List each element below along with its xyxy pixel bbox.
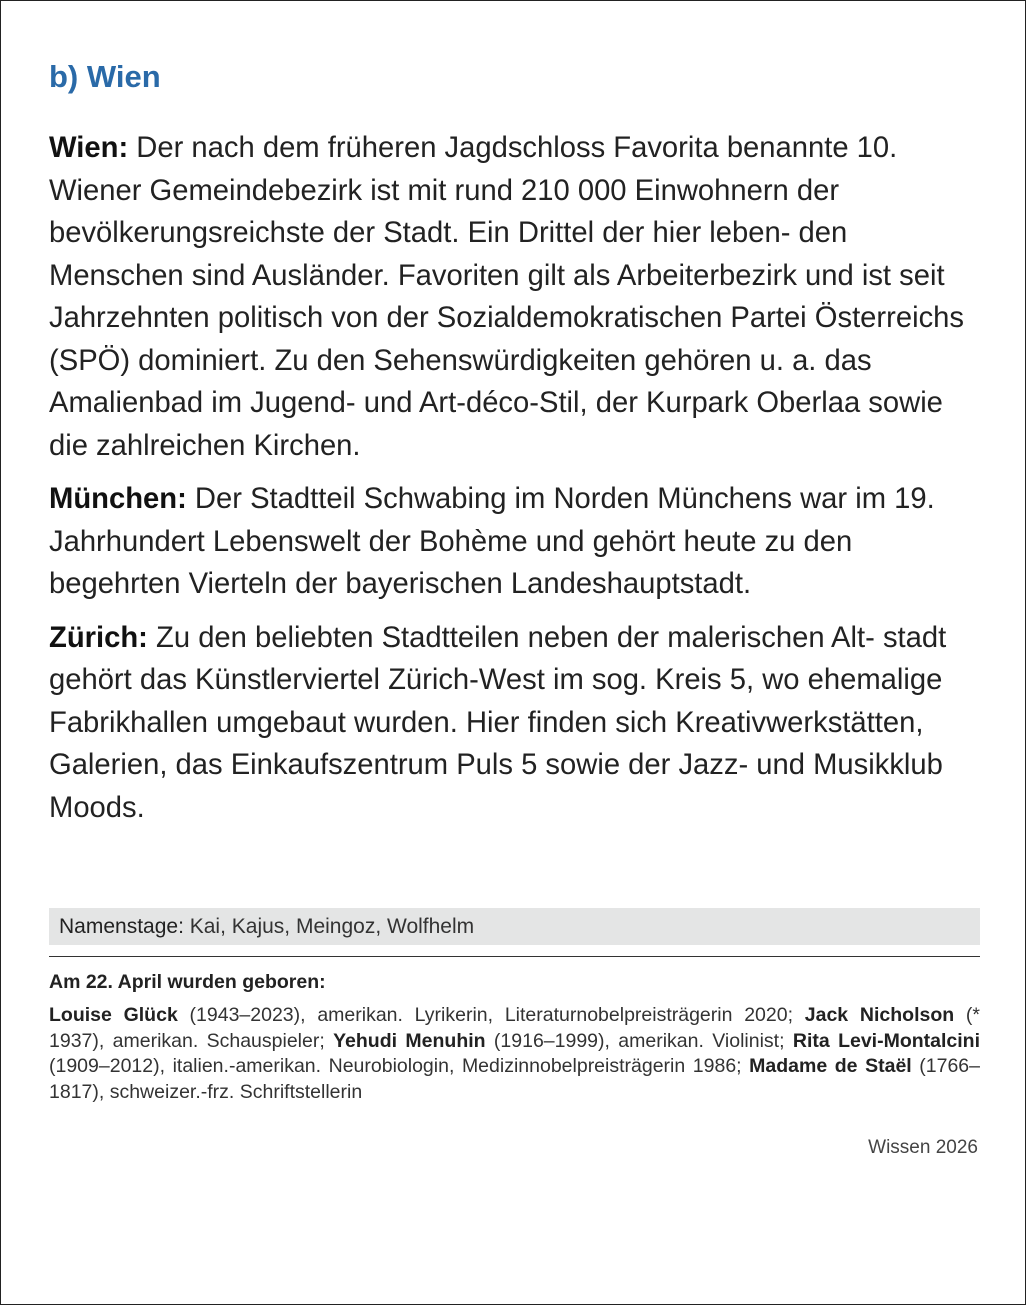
person-desc: (1909–2012), italien.-amerikan. Neurobiologin, Medizinnobelpreisträgerin 1986; (49, 1055, 750, 1077)
divider (49, 956, 980, 957)
namenstage-box (49, 908, 980, 945)
born-list (49, 1003, 980, 1105)
answers-section (49, 127, 984, 840)
answer-label: München: (49, 483, 187, 515)
person-name: Madame de Staël (749, 1055, 912, 1077)
person-name: Yehudi Menuhin (333, 1029, 486, 1052)
answer-paragraph-zuerich (49, 617, 984, 830)
person-desc: (* 1937), amerikan. Schauspieler; (49, 1004, 980, 1052)
answer-label: Wien: (49, 132, 129, 164)
person-name: Louise Glück (49, 1004, 178, 1026)
person-name: Rita Levi-Montalcini (792, 1029, 980, 1052)
answer-text: Der nach dem früheren Jagdschloss Favorita benannte 10. Wiener Gemeindebezirk ist mit rund 210 000 Einwohnern der bevölkerungsreichste der Stadt. Ein Drittel der hier leben- den Menschen sind Ausländer. Favoriten gilt als Arbeiterbezirk und ist seit Jahrzehnten politisch von der Sozialdemokratischen Partei Österreichs (SPÖ) dominiert. Zu den Sehenswürdigkeiten gehören u. a. das Amalienbad im Jugend- und Art-déco-Stil, der Kurpark Oberlaa sowie die zahlreichen Kirchen. (49, 132, 964, 462)
answer-heading: b) Wien (49, 59, 161, 94)
answer-paragraph-wien (49, 127, 984, 467)
answer-text: Zu den beliebten Stadtteilen neben der malerischen Alt- stadt gehört das Künstlerviertel Zürich-West im sog. Kreis 5, wo ehemalige Fabrikhallen umgebaut wurden. Hier finden sich Kreativwerkstätten, Galerien, das Einkaufszentrum Puls 5 sowie der Jazz- und Musikklub Moods. (49, 621, 947, 824)
answer-text: Der Stadtteil Schwabing im Norden Münchens war im 19. Jahrhundert Lebenswelt der Bohème und gehört heute zu den begehrten Vierteln der bayerischen Landeshauptstadt. (49, 483, 935, 600)
person-name: Jack Nicholson (804, 1004, 955, 1026)
namenstage-names: Kai, Kajus, Meingoz, Wolfhelm (183, 915, 475, 938)
answer-paragraph-muenchen (49, 478, 984, 606)
born-heading: Am 22. April wurden geboren: (49, 971, 326, 993)
person-desc: (1916–1999), amerikan. Violinist; (485, 1029, 793, 1052)
answer-label: Zürich: (49, 621, 148, 654)
person-desc: (1943–2023), amerikan. Lyrikerin, Literaturnobelpreisträgerin 2020; (177, 1004, 805, 1026)
person-desc: (1766–1817), schweizer.-frz. Schriftstellerin (49, 1055, 980, 1103)
footer-brand: Wissen 2026 (868, 1137, 978, 1158)
namenstage-label: Namenstage: (59, 915, 184, 938)
